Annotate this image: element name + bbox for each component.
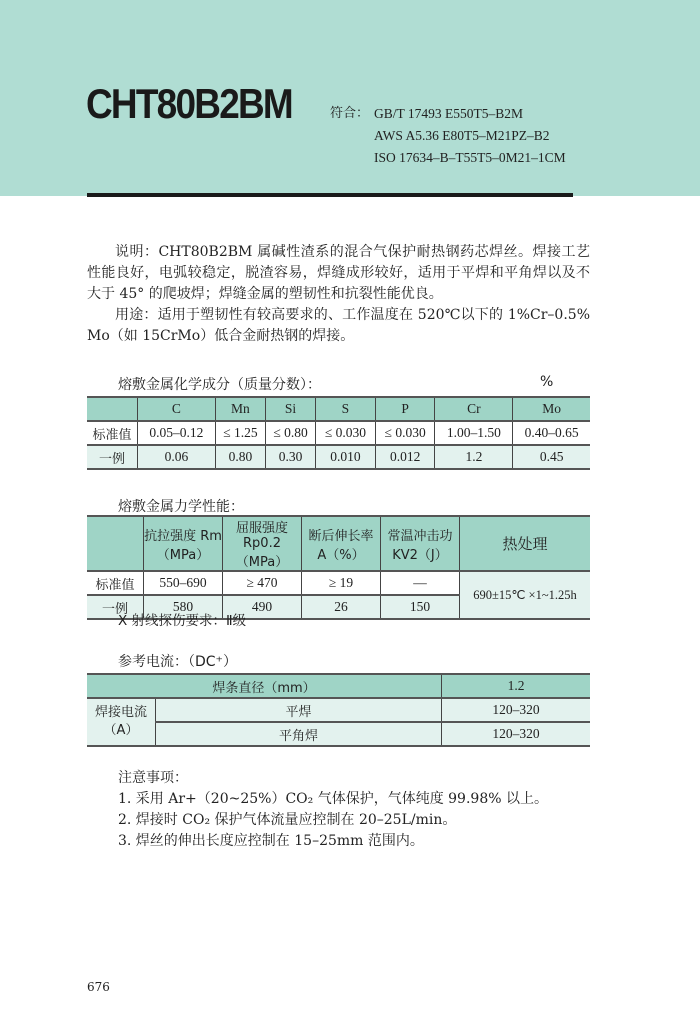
table-header: S <box>316 397 376 421</box>
heat-treatment-cell: 690±15℃ ×1~1.25h <box>460 571 591 619</box>
cell: 1.00–1.50 <box>435 421 513 445</box>
note-item: 3. 焊丝的伸出长度应控制在 15–25mm 范围内。 <box>118 833 424 849</box>
table-header <box>87 397 138 421</box>
cell: 1.2 <box>435 445 513 469</box>
description-text: CHT80B2BM 属碱性渣系的混合气保护耐热钢药芯焊丝。焊接工艺性能良好，电弧较稳定，脱渣容易，焊缝成形较好，适用于平焊和平角焊以及不大于 45° 的爬坡焊；焊缝金属的塑韧性和抗裂性能优良。 <box>87 244 591 302</box>
description-label: 说明： <box>115 244 159 260</box>
note-item: 2. 焊接时 CO₂ 保护气体流量应控制在 20–25L/min。 <box>118 812 457 828</box>
table-header: 断后伸长率 A（%） <box>302 516 381 571</box>
table-header: 常温冲击功 KV2（J） <box>381 516 460 571</box>
table-header: Si <box>265 397 315 421</box>
table-header <box>87 516 144 571</box>
header-divider <box>87 193 573 197</box>
table-row <box>87 722 590 746</box>
cell: 0.30 <box>265 445 315 469</box>
cell: ≥ 19 <box>302 571 381 595</box>
current-title: 参考电流：（DC⁺） <box>118 654 237 670</box>
cell: — <box>381 571 460 595</box>
standard-item: GB/T 17493 E550T5–B2M <box>374 106 524 121</box>
usage-paragraph <box>87 305 590 347</box>
table-header: Mn <box>215 397 265 421</box>
standard-item: AWS A5.36 E80T5–M21PZ–B2 <box>374 128 550 143</box>
row-label: 一例 <box>87 595 144 619</box>
current-table <box>87 673 590 747</box>
table-row <box>87 421 590 445</box>
standard-item: ISO 17634–B–T55T5–0M21–1CM <box>374 150 566 165</box>
chem-title: 熔敷金属化学成分（质量分数）： <box>118 377 321 393</box>
table-row <box>87 698 590 722</box>
row-label: 平角焊 <box>156 722 442 746</box>
table-header: P <box>375 397 435 421</box>
diameter-label: 焊条直径（mm） <box>87 674 442 698</box>
mech-title: 熔敷金属力学性能： <box>118 499 244 515</box>
table-header: Cr <box>435 397 513 421</box>
cell: ≥ 470 <box>223 571 302 595</box>
cell: ≤ 1.25 <box>215 421 265 445</box>
cell: 550–690 <box>144 571 223 595</box>
description-paragraph <box>87 242 590 305</box>
cell: 0.45 <box>513 445 590 469</box>
cell: 0.06 <box>138 445 216 469</box>
cell: 120–320 <box>442 722 590 746</box>
cell: ≤ 0.030 <box>375 421 435 445</box>
product-title: CHT80B2BM <box>86 80 292 127</box>
table-row <box>87 571 590 595</box>
usage-label: 用途： <box>115 307 158 323</box>
cell: 120–320 <box>442 698 590 722</box>
cell: 490 <box>223 595 302 619</box>
chem-unit: % <box>540 374 554 390</box>
cell: 0.40–0.65 <box>513 421 590 445</box>
table-header: 屈服强度 Rp0.2（MPa） <box>223 516 302 571</box>
table-header: 抗拉强度 Rm（MPa） <box>144 516 223 571</box>
table-header: C <box>138 397 216 421</box>
notes-title: 注意事项： <box>118 770 188 786</box>
table-header: 热处理 <box>460 516 591 571</box>
page-number: 676 <box>87 980 110 994</box>
standards <box>330 103 566 169</box>
cell: ≤ 0.030 <box>316 421 376 445</box>
cell: 26 <box>302 595 381 619</box>
standards-label: 符合： <box>330 106 370 121</box>
row-label: 一例 <box>87 445 138 469</box>
mech-table <box>87 515 590 620</box>
row-label: 平焊 <box>156 698 442 722</box>
notes <box>118 768 548 852</box>
row-label: 标准值 <box>87 571 144 595</box>
diameter-value: 1.2 <box>442 674 590 698</box>
cell: 0.80 <box>215 445 265 469</box>
xray-requirement: X 射线探伤要求：Ⅱ级 <box>118 613 247 629</box>
cell: 150 <box>381 595 460 619</box>
note-item: 1. 采用 Ar+（20~25%）CO₂ 气体保护，气体纯度 99.98% 以上。 <box>118 791 548 807</box>
row-label: 标准值 <box>87 421 138 445</box>
cell: 0.012 <box>375 445 435 469</box>
cell: 580 <box>144 595 223 619</box>
table-row <box>87 445 590 469</box>
cell: ≤ 0.80 <box>265 421 315 445</box>
cell: 0.05–0.12 <box>138 421 216 445</box>
table-header: Mo <box>513 397 590 421</box>
usage-text: 适用于塑韧性有较高要求的、工作温度在 520℃以下的 1%Cr–0.5% Mo（如 15CrMo）低合金耐热钢的焊接。 <box>87 307 590 344</box>
current-label: 焊接电流（A） <box>87 698 156 746</box>
chem-table <box>87 396 590 470</box>
cell: 0.010 <box>316 445 376 469</box>
